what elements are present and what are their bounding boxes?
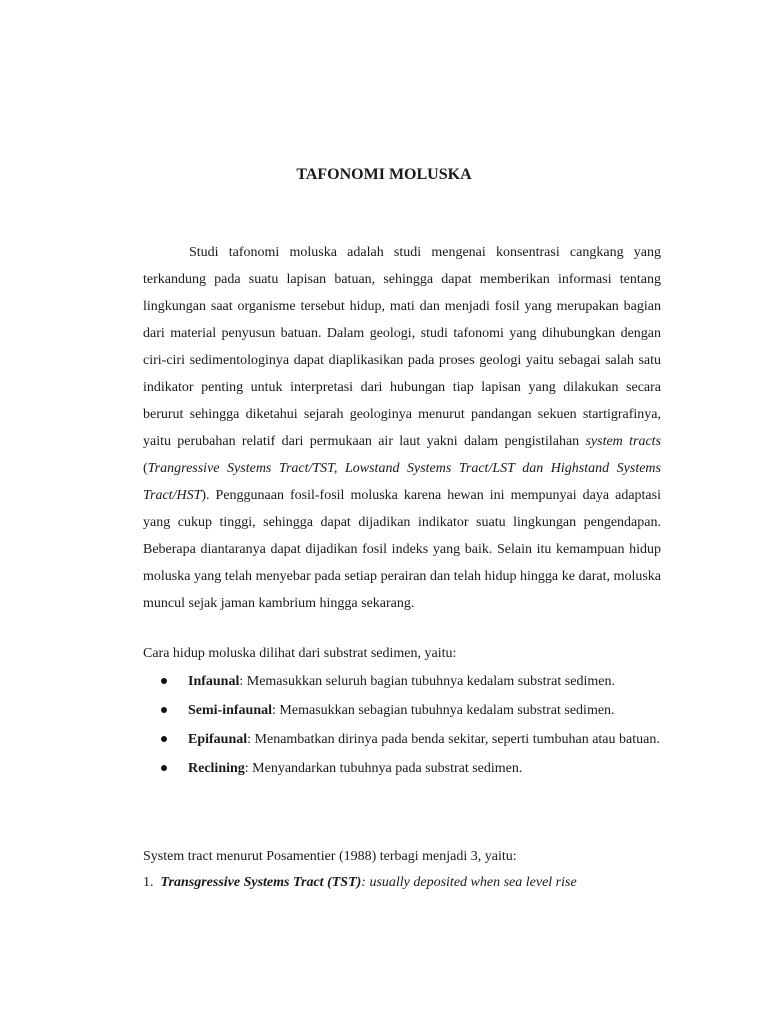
tract-number: 1. [143, 875, 154, 890]
habit-term: Epifaunal [188, 732, 248, 747]
habit-term: Semi-infaunal [188, 703, 273, 718]
paragraph-term-system-tracts: system tracts [585, 434, 661, 449]
tract-desc: : usually deposited when sea level rise [361, 875, 577, 890]
habit-desc: : Memasukkan sebagian tubuhnya kedalam substrat sedimen. [272, 703, 615, 718]
habits-list [143, 667, 661, 783]
bullet-icon [161, 707, 167, 713]
list-item [143, 696, 661, 725]
habit-term: Reclining [188, 761, 245, 776]
bullet-icon [161, 736, 167, 742]
tract-item-1 [143, 869, 577, 896]
list-item [143, 754, 661, 783]
tracts-intro: System tract menurut Posamentier (1988) terbagi menjadi 3, yaitu: [143, 849, 517, 864]
habit-desc: : Menyandarkan tubuhnya pada substrat sedimen. [244, 761, 523, 776]
bullet-icon [161, 765, 167, 771]
paragraph-text-2: ( [143, 461, 148, 476]
habits-intro: Cara hidup moluska dilihat dari substrat sedimen, yaitu: [143, 646, 457, 661]
list-item [143, 667, 661, 696]
paragraph-text-1: Studi tafonomi moluska adalah studi mengenai konsentrasi cangkang yang terkandung pada suatu lapisan batuan, sehingga dapat memberikan informasi tentang lingkungan saat organisme tersebut hidup, mati dan menjadi fosil yang merupakan bagian dari material penyusun batuan. Dalam geologi, studi tafonomi yang dihubungkan dengan ciri-ciri sedimentologinya dapat diaplikasikan pada proses geologi yaitu sebagai salah satu indikator penting untuk interpretasi dari hubungan tiap lapisan yang dilakukan secara berurut sehingga diketahui sejarah geologinya menurut pandangan sekuen startigrafinya, yaitu perubahan relatif dari permukaan air laut yakni dalam pengistilahan [143, 245, 661, 449]
tract-term: Transgressive Systems Tract (TST) [160, 875, 362, 890]
list-item [143, 725, 661, 754]
habit-term: Infaunal [188, 674, 240, 689]
habit-desc: : Memasukkan seluruh bagian tubuhnya kedalam substrat sedimen. [239, 674, 615, 689]
paragraph-text-3: ). Penggunaan fosil-fosil moluska karena hewan ini mempunyai daya adaptasi yang cukup tinggi, sehingga dapat dijadikan indikator suatu lingkungan pengendapan. Beberapa diantaranya dapat dijadikan fosil indeks yang baik. Selain itu kemampuan hidup moluska yang telah menyebar pada setiap perairan dan telah hidup hingga ke darat, moluska muncul sejak jaman kambrium hingga sekarang. [143, 488, 661, 611]
page-title: TAFONOMI MOLUSKA [296, 166, 472, 183]
paragraph-terms-list: Trangressive Systems Tract/TST, Lowstand Systems Tract/LST dan Highstand Systems Tract/HST [143, 461, 661, 503]
bullet-icon [161, 678, 167, 684]
habit-desc: : Menambatkan dirinya pada benda sekitar, seperti tumbuhan atau batuan. [247, 732, 660, 747]
body-paragraph [143, 239, 661, 617]
